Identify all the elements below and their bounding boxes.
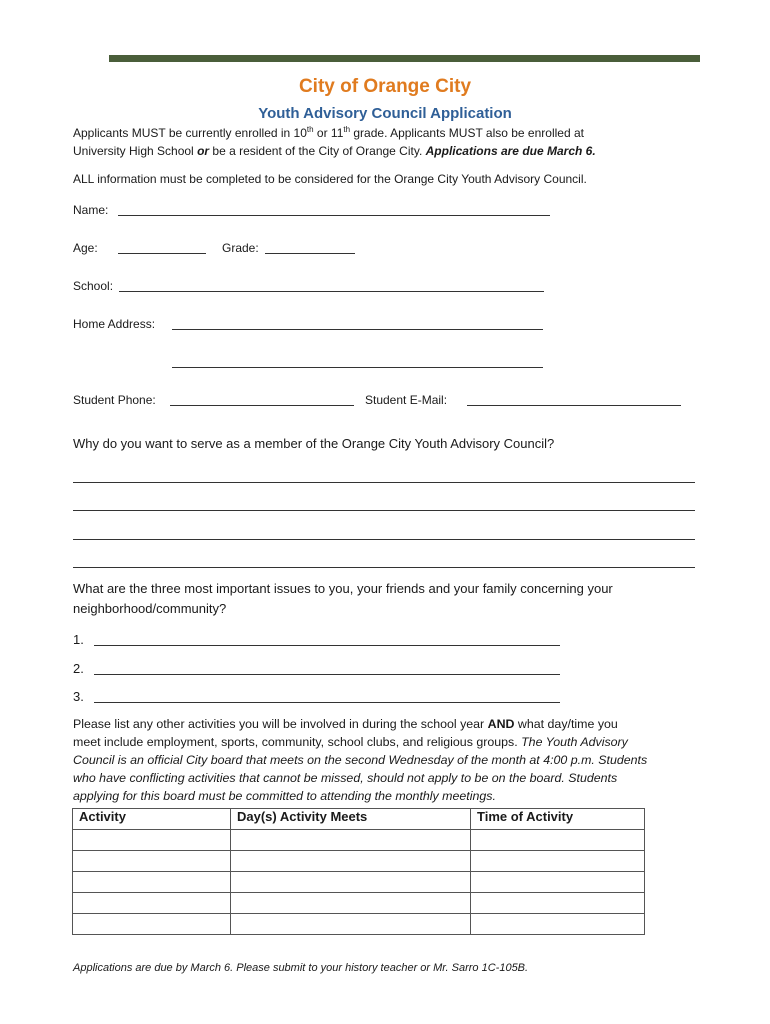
eligibility-paragraph: Applicants MUST be currently enrolled in 10th or 11th grade. Applicants MUST also be enrolled at University High School or be a resident of the City of Orange City. Applications are due March 6. <box>73 125 596 158</box>
age-label: Age: <box>73 241 98 255</box>
student-phone-label: Student Phone: <box>73 393 156 407</box>
activity-cell[interactable] <box>73 914 231 935</box>
footer-note: Applications are due by March 6. Please submit to your history teacher or Mr. Sarro 1C-105B. <box>73 962 529 974</box>
age-field[interactable] <box>118 253 206 254</box>
completion-note: ALL information must be completed to be considered for the Orange City Youth Advisory Council. <box>73 172 587 186</box>
column-header-days: Day(s) Activity Meets <box>231 809 471 830</box>
student-email-field[interactable] <box>467 405 681 406</box>
days-cell[interactable] <box>231 914 471 935</box>
issue-number-1: 1. <box>73 632 84 647</box>
home-address-label: Home Address: <box>73 317 156 331</box>
activities-table <box>72 808 645 935</box>
time-cell[interactable] <box>471 830 645 851</box>
issue-number-2: 2. <box>73 661 84 676</box>
issue-2-field[interactable] <box>94 674 560 675</box>
answer-line[interactable] <box>73 539 695 540</box>
days-cell[interactable] <box>231 872 471 893</box>
table-row <box>73 851 645 872</box>
name-label: Name: <box>73 203 109 217</box>
answer-line[interactable] <box>73 482 695 483</box>
table-row <box>73 872 645 893</box>
column-header-time: Time of Activity <box>471 809 645 830</box>
time-cell[interactable] <box>471 872 645 893</box>
days-cell[interactable] <box>231 830 471 851</box>
grade-label: Grade: <box>222 241 259 255</box>
header-bar <box>109 55 700 62</box>
table-header-row <box>73 809 645 830</box>
table-row <box>73 830 645 851</box>
activities-instructions: Please list any other activities you will be involved in during the school year AND what day/time you meet include employment, sports, community, school clubs, and religious groups. The Youth Advisory Council is an official City board that meets on the second Wednesday of the month at 4:00 p.m. Students who have conflicting activities that cannot be missed, should not apply to be on the board. Students applying for this board must be committed to attending the monthly meetings. <box>73 717 648 803</box>
table-row <box>73 914 645 935</box>
answer-line[interactable] <box>73 567 695 568</box>
student-email-label: Student E-Mail: <box>365 393 448 407</box>
home-address-field-line-1[interactable] <box>172 329 543 330</box>
issue-number-3: 3. <box>73 689 84 704</box>
activity-cell[interactable] <box>73 893 231 914</box>
time-cell[interactable] <box>471 914 645 935</box>
issue-1-field[interactable] <box>94 645 560 646</box>
school-label: School: <box>73 279 114 293</box>
activity-cell[interactable] <box>73 851 231 872</box>
days-cell[interactable] <box>231 851 471 872</box>
issue-3-field[interactable] <box>94 702 560 703</box>
time-cell[interactable] <box>471 893 645 914</box>
question-important-issues: What are the three most important issues to you, your friends and your family concerning your neighborhood/community? <box>73 581 613 616</box>
grade-field[interactable] <box>265 253 355 254</box>
name-field[interactable] <box>118 215 550 216</box>
time-cell[interactable] <box>471 851 645 872</box>
question-why-serve: Why do you want to serve as a member of the Orange City Youth Advisory Council? <box>73 436 555 451</box>
home-address-field-line-2[interactable] <box>172 367 543 368</box>
page-subtitle: Youth Advisory Council Application <box>258 105 512 122</box>
activity-cell[interactable] <box>73 872 231 893</box>
student-phone-field[interactable] <box>170 405 354 406</box>
table-row <box>73 893 645 914</box>
activity-cell[interactable] <box>73 830 231 851</box>
column-header-activity: Activity <box>73 809 231 830</box>
days-cell[interactable] <box>231 893 471 914</box>
answer-line[interactable] <box>73 510 695 511</box>
page-title: City of Orange City <box>298 76 472 97</box>
school-field[interactable] <box>119 291 544 292</box>
